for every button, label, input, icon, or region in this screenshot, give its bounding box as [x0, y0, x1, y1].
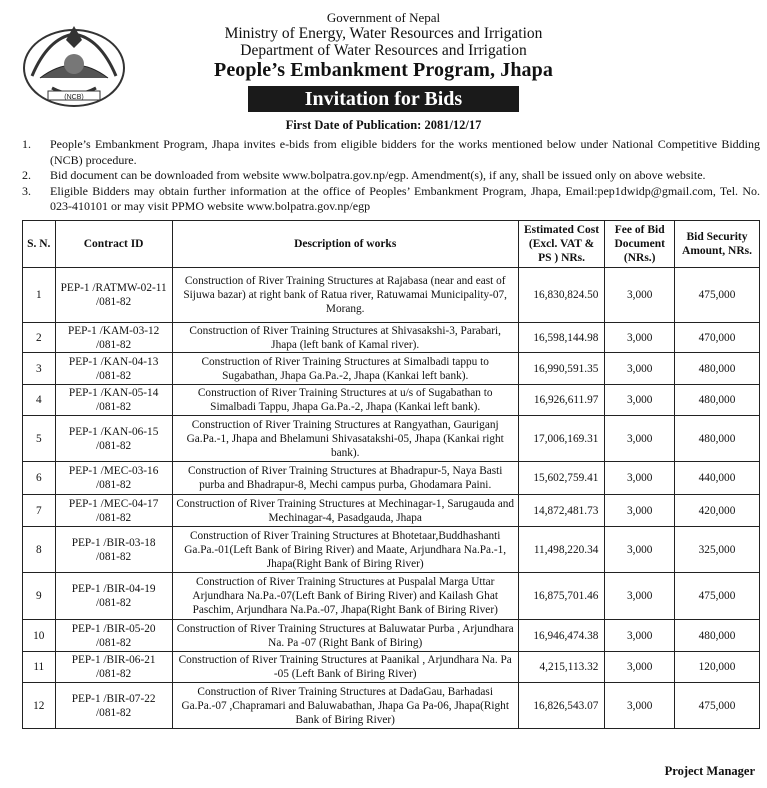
cell-sn: 2 — [23, 323, 56, 353]
cell-sn: 9 — [23, 573, 56, 620]
table-row — [23, 683, 760, 729]
cell-fee: 3,000 — [605, 495, 675, 527]
table-row — [23, 573, 760, 620]
note-item — [22, 137, 760, 168]
cell-sn: 10 — [23, 620, 56, 652]
cell-fee: 3,000 — [605, 268, 675, 323]
cell-contract-id: PEP-1 /KAN-04-13 /081-82 — [55, 353, 172, 385]
cell-bid-security: 120,000 — [675, 652, 760, 683]
cell-contract-id: PEP-1 /MEC-04-17 /081-82 — [55, 495, 172, 527]
cell-bid-security: 475,000 — [675, 683, 760, 729]
table-row — [23, 353, 760, 385]
cell-description: Construction of River Training Structures at Paanikal , Arjundhara Na. Pa -05 (Left Bank of Biring River) — [172, 652, 518, 683]
cell-bid-security: 480,000 — [675, 353, 760, 385]
cell-bid-security: 470,000 — [675, 323, 760, 353]
cell-fee: 3,000 — [605, 527, 675, 573]
notes-list — [22, 137, 760, 215]
program-title: People’s Embankment Program, Jhapa — [214, 59, 553, 81]
cell-sn: 3 — [23, 353, 56, 385]
cell-description: Construction of River Training Structures at Baluwatar Purba , Arjundhara Na. Pa -07 (Right Bank of Biring) — [172, 620, 518, 652]
cell-estimated-cost: 4,215,113.32 — [518, 652, 605, 683]
cell-sn: 1 — [23, 268, 56, 323]
table-row — [23, 385, 760, 416]
table-row — [23, 323, 760, 353]
cell-description: Construction of River Training Structures at Rangyathan, Gauriganj Ga.Pa.-1, Jhapa and Bhelamuni Shivasatakshi-05, Jhapa (Kankai right bank). — [172, 416, 518, 462]
note-item — [22, 184, 760, 215]
cell-estimated-cost: 17,006,169.31 — [518, 416, 605, 462]
cell-contract-id: PEP-1 /BIR-06-21 /081-82 — [55, 652, 172, 683]
cell-contract-id: PEP-1 /KAM-03-12 /081-82 — [55, 323, 172, 353]
table-row — [23, 527, 760, 573]
cell-bid-security: 325,000 — [675, 527, 760, 573]
bids-table — [22, 220, 760, 729]
cell-bid-security: 480,000 — [675, 385, 760, 416]
department-line: Department of Water Resources and Irrigation — [240, 42, 527, 59]
cell-sn: 5 — [23, 416, 56, 462]
cell-contract-id: PEP-1 /KAN-05-14 /081-82 — [55, 385, 172, 416]
signatory: Project Manager — [664, 764, 755, 778]
cell-contract-id: PEP-1 /KAN-06-15 /081-82 — [55, 416, 172, 462]
table-row — [23, 652, 760, 683]
cell-estimated-cost: 16,598,144.98 — [518, 323, 605, 353]
cell-estimated-cost: 16,830,824.50 — [518, 268, 605, 323]
cell-fee: 3,000 — [605, 416, 675, 462]
cell-description: Construction of River Training Structures at Shivasakshi-3, Parabari, Jhapa (left bank of Kamal river). — [172, 323, 518, 353]
header-fee: Fee of Bid Document (NRs.) — [605, 221, 675, 268]
cell-estimated-cost: 16,875,701.46 — [518, 573, 605, 620]
cell-description: Construction of River Training Structures at Puspalal Marga Uttar Arjundhara Na.Pa.-07(Left Bank of Biring River) and Kailash Ghat Paschim, Arjundhara Na.Pa.-07, Jhapa(Right Bank of Biring River) — [172, 573, 518, 620]
cell-sn: 6 — [23, 462, 56, 495]
cell-bid-security: 480,000 — [675, 620, 760, 652]
publication-date: First Date of Publication: 2081/12/17 — [285, 118, 482, 132]
cell-contract-id: PEP-1 /BIR-05-20 /081-82 — [55, 620, 172, 652]
cell-contract-id: PEP-1 /BIR-03-18 /081-82 — [55, 527, 172, 573]
cell-fee: 3,000 — [605, 462, 675, 495]
cell-fee: 3,000 — [605, 620, 675, 652]
cell-fee: 3,000 — [605, 353, 675, 385]
note-text: People’s Embankment Program, Jhapa invites e-bids from eligible bidders for the works mentioned below under National Competitive Bidding (NCB) procedure. — [50, 137, 760, 167]
cell-bid-security: 475,000 — [675, 573, 760, 620]
table-row — [23, 268, 760, 323]
cell-description: Construction of River Training Structures at DadaGau, Barhadasi Ga.Pa.-07 ,Chapramari and Baluwabathan, Jhapa Ga Pa-06, Jhapa(Right Bank of Biring River) — [172, 683, 518, 729]
cell-bid-security: 480,000 — [675, 416, 760, 462]
cell-sn: 8 — [23, 527, 56, 573]
ministry-line: Ministry of Energy, Water Resources and Irrigation — [224, 25, 543, 42]
header-sn: S. N. — [23, 221, 56, 268]
cell-contract-id: PEP-1 /BIR-07-22 /081-82 — [55, 683, 172, 729]
table-row — [23, 462, 760, 495]
note-number: 2. — [22, 168, 31, 183]
header-description: Description of works — [172, 221, 518, 268]
cell-contract-id: PEP-1 /MEC-03-16 /081-82 — [55, 462, 172, 495]
cell-sn: 4 — [23, 385, 56, 416]
cell-description: Construction of River Training Structures at Bhotetaar,Buddhashanti Ga.Pa.-01(Left Bank of Biring River) and Maate, Arjundhara Na.Pa.-1, Jhapa(Right Bank of Biring River) — [172, 527, 518, 573]
cell-bid-security: 475,000 — [675, 268, 760, 323]
note-number: 1. — [22, 137, 31, 151]
cell-estimated-cost: 15,602,759.41 — [518, 462, 605, 495]
note-number: 3. — [22, 183, 31, 198]
note-text: Bid document can be downloaded from website www.bolpatra.gov.np/egp. Amendment(s), if any, shall be issued only on above website. — [50, 168, 706, 183]
cell-fee: 3,000 — [605, 385, 675, 416]
cell-description: Construction of River Training Structures at Mechinagar-1, Sarugauda and Mechinagar-4, Pasadgauda, Jhapa — [172, 495, 518, 527]
note-item — [22, 168, 760, 184]
cell-description: Construction of River Training Structures at Bhadrapur-5, Naya Basti purba and Bhadrapur-8, Mechi campus purba, Ghodamara Paini. — [172, 462, 518, 495]
cell-bid-security: 440,000 — [675, 462, 760, 495]
cell-description: Construction of River Training Structures at u/s of Sugabathan to Simalbadi Tappu, Jhapa Ga.Pa.-2, Jhapa (Kankai left bank). — [172, 385, 518, 416]
table-row — [23, 495, 760, 527]
cell-fee: 3,000 — [605, 573, 675, 620]
cell-fee: 3,000 — [605, 323, 675, 353]
cell-description: Construction of River Training Structures at Simalbadi tappu to Sugabathan, Jhapa Ga.Pa.-2, Jhapa (Kankai left bank). — [172, 353, 518, 385]
cell-sn: 12 — [23, 683, 56, 729]
cell-contract-id: PEP-1 /BIR-04-19 /081-82 — [55, 573, 172, 620]
cell-bid-security: 420,000 — [675, 495, 760, 527]
cell-description: Construction of River Training Structures at Rajabasa (near and east of Sijuwa bazar) at right bank of Ratua river, Ratuwamai Municipality-07, Morang. — [172, 268, 518, 323]
header-bid-security: Bid Security Amount, NRs. — [675, 221, 760, 268]
note-text: Eligible Bidders may obtain further information at the office of Peoples’ Embankment Program, Jhapa, Email:pep1dwidp@gmail.com, Tel. No. 023-410101 or may visit PPMO website www.bolpatra.gov.np/egp — [50, 183, 760, 214]
cell-estimated-cost: 16,826,543.07 — [518, 683, 605, 729]
cell-estimated-cost: 16,990,591.35 — [518, 353, 605, 385]
government-line: Government of Nepal — [326, 10, 441, 25]
cell-estimated-cost: 11,498,220.34 — [518, 527, 605, 573]
cell-estimated-cost: 14,872,481.73 — [518, 495, 605, 527]
cell-estimated-cost: 16,946,474.38 — [518, 620, 605, 652]
cell-contract-id: PEP-1 /RATMW-02-11 /081-82 — [55, 268, 172, 323]
header-estimated-cost: Estimated Cost (Excl. VAT & PS ) NRs. — [518, 221, 605, 268]
table-row — [23, 416, 760, 462]
table-body — [23, 268, 760, 729]
cell-fee: 3,000 — [605, 652, 675, 683]
emblem-caption: (NCB) — [64, 94, 84, 101]
cell-fee: 3,000 — [605, 683, 675, 729]
table-row — [23, 620, 760, 652]
table-header-row — [23, 221, 760, 268]
invitation-banner: Invitation for Bids — [248, 86, 519, 112]
cell-sn: 7 — [23, 495, 56, 527]
cell-estimated-cost: 16,926,611.97 — [518, 385, 605, 416]
header-contract-id: Contract ID — [55, 221, 172, 268]
cell-sn: 11 — [23, 652, 56, 683]
